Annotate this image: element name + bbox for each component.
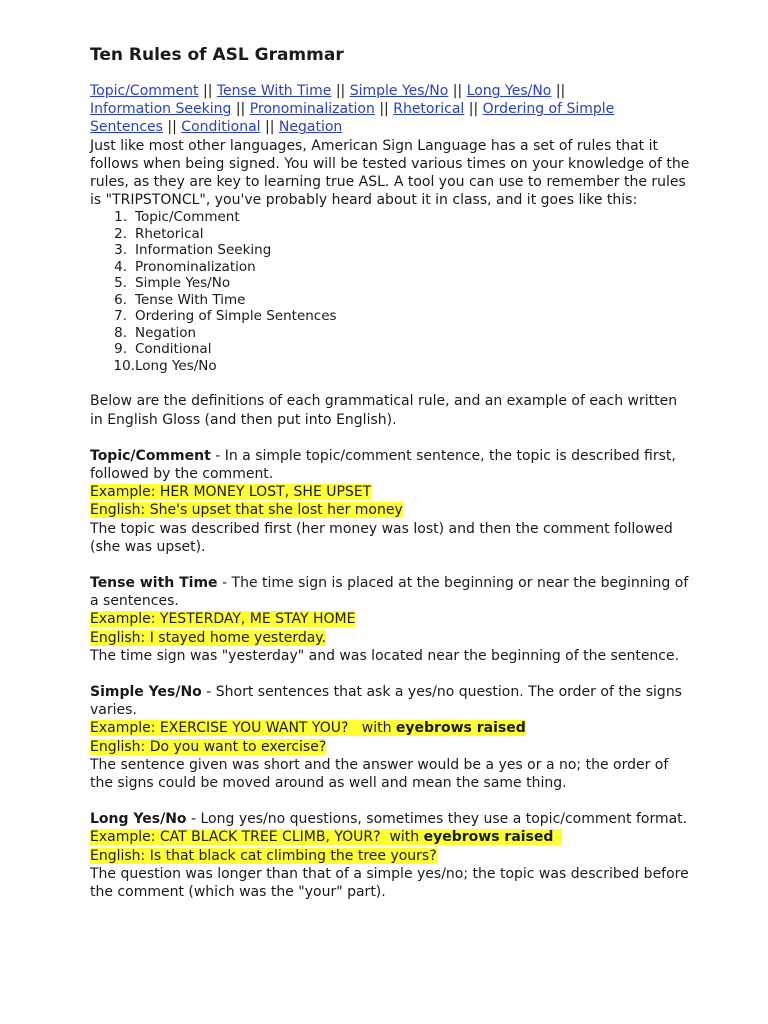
document-page <box>90 44 690 901</box>
nav-link-simple-yes-no[interactable]: Simple Yes/No <box>349 83 449 99</box>
list-item: 5. Simple Yes/No <box>114 275 231 292</box>
list-item: 8. Negation <box>114 324 197 341</box>
nav-link-ordering-of-simple-sentences[interactable]: Ordering of Simple Sentences <box>90 101 615 136</box>
list-item: 2. Rhetorical <box>114 225 204 242</box>
nav-link-pronominalization[interactable]: Pronominalization <box>249 101 375 118</box>
gloss-example: Example: YESTERDAY, ME STAY HOME <box>90 611 356 628</box>
definitions-intro: Below are the definitions of each grammatical rule, and an example of each written in English Gloss (and then put into English). <box>90 393 678 428</box>
gloss-example: Example: EXERCISE YOU WANT YOU? with eyebrows raised <box>90 720 526 737</box>
english-translation: English: She's upset that she lost her money <box>90 502 403 519</box>
rule-definition: Simple Yes/No - Short sentences that ask a yes/no question. The order of the signs varies. <box>90 684 682 719</box>
rule-explanation: The sentence given was short and the answer would be a yes or a no; the order of the signs could be moved around as well and mean the same thing. <box>90 756 669 792</box>
nav-link-long-yes-no[interactable]: Long Yes/No <box>466 83 552 99</box>
gloss-example: Example: CAT BLACK TREE CLIMB, YOUR? with eyebrows raised <box>90 829 562 845</box>
list-item: 9. Conditional <box>114 341 212 358</box>
rule-term: Simple Yes/No <box>90 684 202 701</box>
rule-explanation: The topic was described first (her money was lost) and then the comment followed (she was upset). <box>90 520 673 555</box>
rule-navigation: Topic/Comment || Tense With Time || Simple Yes/No || Long Yes/No || Information Seeking || Pronominalization || Rhetorical || Ordering of Simple Sentences || Conditional || Negation <box>90 83 615 136</box>
rule-explanation: The time sign was "yesterday" and was located near the beginning of the sentence. <box>90 647 680 664</box>
rule-section-tense-with-time <box>90 574 690 665</box>
list-item: 7. Ordering of Simple Sentences <box>114 308 337 325</box>
english-translation: English: Do you want to exercise? <box>90 738 327 755</box>
rule-explanation: The question was longer than that of a simple yes/no; the topic was described before the comment (which was the "your" part). <box>90 865 689 901</box>
list-item: 6. Tense With Time <box>114 291 246 308</box>
list-item: 4. Pronominalization <box>114 258 256 275</box>
rule-term: Long Yes/No <box>90 811 187 828</box>
rule-section-topic-comment <box>90 447 690 556</box>
english-translation: English: Is that black cat climbing the tree yours? <box>90 847 437 864</box>
non-manual-marker: eyebrows raised <box>423 829 554 846</box>
nav-link-negation[interactable]: Negation <box>278 119 343 136</box>
rule-section-simple-yes-no <box>90 683 690 792</box>
english-translation: English: I stayed home yesterday. <box>90 629 327 646</box>
nav-link-rhetorical[interactable]: Rhetorical <box>393 101 465 118</box>
nav-link-information-seeking[interactable]: Information Seeking <box>90 101 232 118</box>
non-manual-marker: eyebrows raised <box>395 720 526 737</box>
rule-definition: Tense with Time - The time sign is placed at the beginning or near the beginning of a sentences. <box>90 575 689 610</box>
tripstoncl-list <box>90 209 690 374</box>
gloss-example: Example: HER MONEY LOST, SHE UPSET <box>90 484 372 501</box>
rule-section-long-yes-no <box>90 810 690 901</box>
list-item: 1. Topic/Comment <box>114 209 240 226</box>
rule-term: Tense with Time <box>90 575 218 592</box>
rule-definition: Long Yes/No - Long yes/no questions, sometimes they use a topic/comment format. <box>90 811 688 828</box>
nav-link-topic-comment[interactable]: Topic/Comment <box>90 83 199 99</box>
list-item: 3. Information Seeking <box>114 242 272 259</box>
page-title: Ten Rules of ASL Grammar <box>90 45 344 65</box>
list-item: 10. Long Yes/No <box>113 357 217 374</box>
nav-link-tense-with-time[interactable]: Tense With Time <box>216 83 332 99</box>
rule-definition: Topic/Comment - In a simple topic/comment sentence, the topic is described first, followed by the comment. <box>90 447 676 483</box>
rule-term: Topic/Comment <box>90 447 211 464</box>
intro-paragraph: Just like most other languages, American Sign Language has a set of rules that it follows when being signed. You will be tested various times on your knowledge of the rules, as they are key to learning true ASL. A tool you can use to remember the rules is "TRIPSTONCL", you've probably heard about it in class, and it goes like this: <box>90 137 690 209</box>
nav-link-conditional[interactable]: Conditional <box>181 119 261 136</box>
